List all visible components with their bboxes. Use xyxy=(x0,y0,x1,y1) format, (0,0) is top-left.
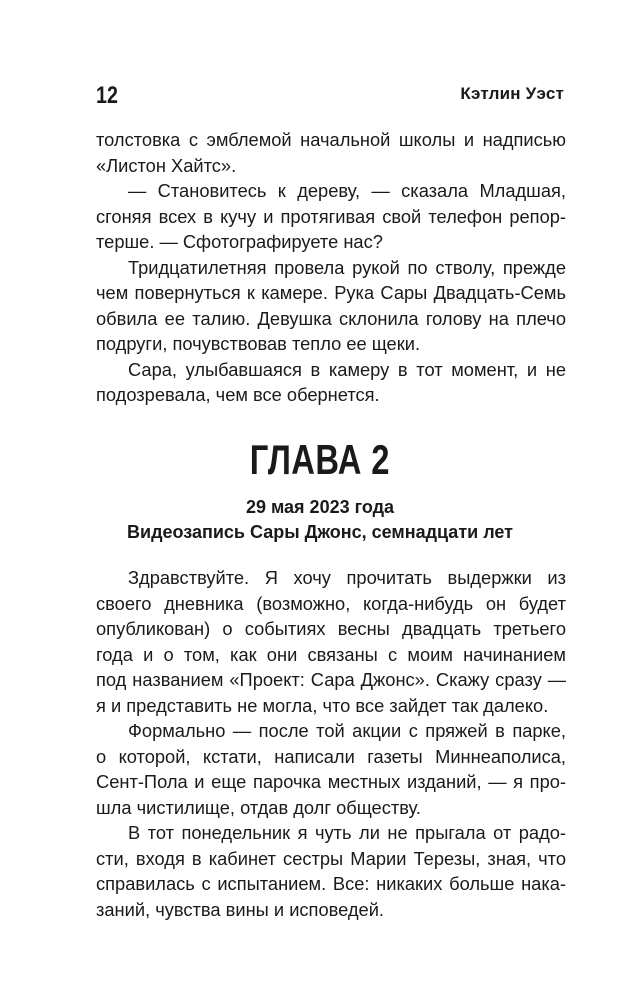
text-line: чем повернуться к камере. Рука Сары Двадцать-Семь xyxy=(96,282,566,303)
text-line: Тридцатилетняя провела рукой по стволу, прежде xyxy=(128,256,566,278)
text-block-top xyxy=(96,127,566,408)
text-line: опубликован) о событиях весны двадцать третьего xyxy=(96,618,566,639)
page-header xyxy=(96,82,564,112)
chapter-title xyxy=(0,436,640,484)
text-line: В тот понедельник я чуть ли не прыгала от радо- xyxy=(128,822,566,843)
text-line: подруги, почувствовав тепло ее щеки. xyxy=(96,333,421,354)
text-line: подозревала, чем все обернется. xyxy=(96,384,380,405)
text-line: Формально — после той акции с пряжей в парке, xyxy=(128,720,566,741)
running-head-author: Кэтлин Уэст xyxy=(460,84,564,103)
text-line: о которой, кстати, написали газеты Миннеаполиса, xyxy=(96,745,566,767)
text-line: заний, чувства вины и исповедей. xyxy=(96,898,385,920)
text-line: под названием «Проект: Сара Джонс». Скажу сразу — xyxy=(96,669,566,690)
text-line: Сара, улыбавшаяся в камеру в тот момент, и не xyxy=(128,358,566,380)
text-line: Здравствуйте. Я хочу прочитать выдержки из xyxy=(128,567,566,588)
chapter-title-text: ГЛАВА 2 xyxy=(249,436,391,483)
text-line: сти, входя в кабинет сестры Марии Терезы, зная, что xyxy=(96,847,566,869)
text-line: года и о том, как они связаны с моим начинанием xyxy=(96,643,566,665)
text-line: «Листон Хайтс». xyxy=(96,154,237,176)
text-line: шла чистилище, отдав долг обществу. xyxy=(96,796,421,818)
text-line: справилась с испытанием. Все: никаких больше нака- xyxy=(96,873,566,894)
page-number: 12 xyxy=(96,82,118,109)
chapter-source: Видеозапись Сары Джонс, семнадцати лет xyxy=(127,522,513,542)
text-line: толстовка с эмблемой начальной школы и надписью xyxy=(96,129,566,150)
text-block-bottom xyxy=(96,565,566,922)
text-line: сгоняя всех в кучу и протягивая свой телефон репор- xyxy=(96,205,566,227)
text-line: я и представить не могла, что все зайдет так далеко. xyxy=(96,694,549,716)
text-line: обвила ее талию. Девушка склонила голову на плечо xyxy=(96,307,566,329)
text-line: своего дневника (возможно, когда-нибудь он будет xyxy=(96,592,566,614)
text-line: Сент-Пола и еще парочка местных изданий, — я про- xyxy=(96,771,566,792)
chapter-date: 29 мая 2023 года xyxy=(245,497,395,517)
text-line: — Становитесь к дереву, — сказала Младшая, xyxy=(128,180,566,201)
text-line: терше. — Сфотографируете нас? xyxy=(96,231,383,252)
